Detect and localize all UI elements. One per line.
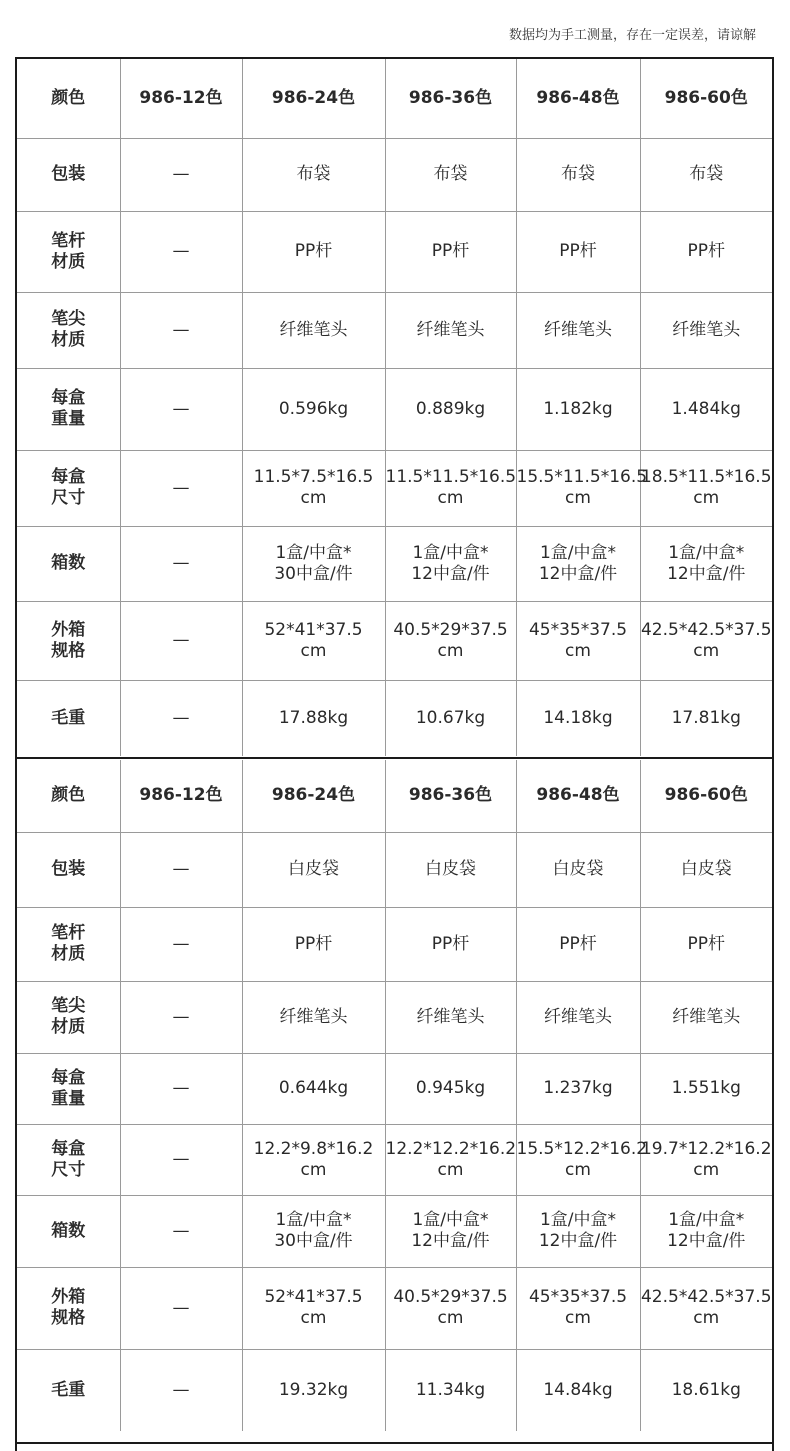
table-cell: 白皮袋 <box>242 832 385 907</box>
table-cell: 布袋 <box>385 138 516 211</box>
table-cell: 纤维笔头 <box>640 292 772 368</box>
table-cell: 11.34kg <box>385 1349 516 1431</box>
table-cell: 18.5*11.5*16.5 cm <box>640 450 772 526</box>
table-cell: 19.7*12.2*16.2 cm <box>640 1124 772 1195</box>
spec-table-body <box>17 59 772 756</box>
table-cell: 布袋 <box>516 138 640 211</box>
row-label: 笔尖 材质 <box>17 292 120 368</box>
table-cell: 白皮袋 <box>385 832 516 907</box>
empty-value-dash: — <box>120 526 242 601</box>
table-bottom-divider <box>15 1442 774 1444</box>
measurement-note: 数据均为手工测量，存在一定误差，请谅解 <box>508 28 756 43</box>
table-row <box>17 1124 772 1195</box>
column-header: 986-24色 <box>242 59 385 138</box>
table-cell: 14.18kg <box>516 680 640 756</box>
table-cell: 45*35*37.5 cm <box>516 601 640 680</box>
row-label: 毛重 <box>17 680 120 756</box>
table-cell: 纤维笔头 <box>516 981 640 1053</box>
empty-value-dash: — <box>120 832 242 907</box>
row-label: 箱数 <box>17 1195 120 1267</box>
empty-value-dash: — <box>120 1267 242 1349</box>
column-header: 986-12色 <box>120 760 242 832</box>
table-cell: 18.61kg <box>671 1379 741 1400</box>
row-label: 外箱 规格 <box>17 601 120 680</box>
row-label: 外箱 规格 <box>17 1267 120 1349</box>
table-cell: 1盒/中盒* 12中盒/件 <box>516 1195 640 1267</box>
table-cell: 12.2*12.2*16.2 cm <box>385 1124 516 1195</box>
table-cell: 12.2*9.8*16.2 cm <box>242 1124 385 1195</box>
row-label: 笔杆 材质 <box>17 907 120 981</box>
table-cell: 1盒/中盒* 30中盒/件 <box>242 1195 385 1267</box>
empty-value-dash: — <box>120 292 242 368</box>
row-label: 包装 <box>17 138 120 211</box>
column-header: 986-60色 <box>640 760 772 832</box>
empty-value-dash: — <box>120 680 242 756</box>
table-cell: 0.889kg <box>385 368 516 450</box>
column-header: 986-36色 <box>385 59 516 138</box>
table-cell: 10.67kg <box>385 680 516 756</box>
table-cell: 52*41*37.5 cm <box>242 1267 385 1349</box>
row-label: 每盒 重量 <box>17 1053 120 1124</box>
table-cell: 42.5*42.5*37.5 cm <box>640 1267 772 1349</box>
row-label: 每盒 尺寸 <box>17 1124 120 1195</box>
table-row <box>17 450 772 526</box>
table-cell: 15.5*12.2*16.2 cm <box>516 1124 640 1195</box>
row-label: 箱数 <box>17 526 120 601</box>
table-cell: 40.5*29*37.5 cm <box>385 1267 516 1349</box>
table-cell: 1.237kg <box>516 1053 640 1124</box>
empty-value-dash: — <box>120 211 242 292</box>
table-cell: 15.5*11.5*16.5 cm <box>516 450 640 526</box>
row-label: 笔尖 材质 <box>17 981 120 1053</box>
table-cell: PP杆 <box>640 907 772 981</box>
table-cell: 1盒/中盒* 12中盒/件 <box>385 526 516 601</box>
table-cell: 11.5*7.5*16.5 cm <box>242 450 385 526</box>
table-cell: 0.596kg <box>242 368 385 450</box>
table-row <box>17 601 772 680</box>
table-cell: 白皮袋 <box>640 832 772 907</box>
table-cell: 布袋 <box>242 138 385 211</box>
table-cell: 0.644kg <box>242 1053 385 1124</box>
row-label: 每盒 尺寸 <box>17 450 120 526</box>
header-row <box>17 760 772 832</box>
table-row <box>17 1267 772 1349</box>
table-cell: PP杆 <box>385 211 516 292</box>
table-cell: 1.484kg <box>640 368 772 450</box>
table-cell: 0.945kg <box>385 1053 516 1124</box>
table-row <box>17 907 772 981</box>
table-row <box>17 1349 772 1431</box>
table-cell: 14.84kg <box>516 1349 640 1431</box>
table-cell: PP杆 <box>640 211 772 292</box>
column-header: 986-24色 <box>242 760 385 832</box>
column-header: 986-60色 <box>640 59 772 138</box>
table-cell: PP杆 <box>242 211 385 292</box>
table-cell: 11.5*11.5*16.5 cm <box>385 450 516 526</box>
column-header: 986-12色 <box>120 59 242 138</box>
table-cell: 1盒/中盒* 12中盒/件 <box>640 526 772 601</box>
table-cell: 42.5*42.5*37.5 cm <box>640 601 772 680</box>
spec-table-white-bag <box>17 760 772 1431</box>
empty-value-dash: — <box>120 1349 242 1431</box>
table-cell: 1盒/中盒* 12中盒/件 <box>640 1195 772 1267</box>
table-cell: 纤维笔头 <box>516 292 640 368</box>
table-cell: 17.88kg <box>242 680 385 756</box>
table-row <box>17 138 772 211</box>
row-label: 每盒 重量 <box>17 368 120 450</box>
table-cell: 1盒/中盒* 30中盒/件 <box>242 526 385 601</box>
empty-value-dash: — <box>120 368 242 450</box>
table-cell: PP杆 <box>516 211 640 292</box>
table-cell: 40.5*29*37.5 cm <box>385 601 516 680</box>
empty-value-dash: — <box>120 1195 242 1267</box>
table-cell: PP杆 <box>516 907 640 981</box>
empty-value-dash: — <box>120 601 242 680</box>
row-label: 笔杆 材质 <box>17 211 120 292</box>
table-row <box>17 1053 772 1124</box>
empty-value-dash: — <box>120 1053 242 1124</box>
table-cell: 纤维笔头 <box>242 981 385 1053</box>
table-cell: PP杆 <box>385 907 516 981</box>
empty-value-dash: — <box>120 981 242 1053</box>
row-label: 毛重 <box>17 1349 120 1431</box>
table-row <box>17 526 772 601</box>
table-row <box>17 292 772 368</box>
table-cell: 纤维笔头 <box>640 981 772 1053</box>
column-header: 986-48色 <box>516 59 640 138</box>
table-cell: 45*35*37.5 cm <box>516 1267 640 1349</box>
table-row <box>17 1195 772 1267</box>
spec-table-body <box>17 760 772 1431</box>
header-row <box>17 59 772 138</box>
table-cell: 1.551kg <box>640 1053 772 1124</box>
table-row <box>17 680 772 756</box>
table-row <box>17 211 772 292</box>
row-label: 颜色 <box>17 59 120 138</box>
table-cell: 1.182kg <box>516 368 640 450</box>
table-cell: 纤维笔头 <box>385 981 516 1053</box>
table-row <box>17 832 772 907</box>
empty-value-dash: — <box>120 450 242 526</box>
row-label: 包装 <box>17 832 120 907</box>
table-divider <box>15 757 774 759</box>
column-header: 986-48色 <box>516 760 640 832</box>
table-cell: 布袋 <box>640 138 772 211</box>
table-cell: 17.81kg <box>671 707 741 728</box>
spec-table-cloth-bag <box>17 59 772 756</box>
empty-value-dash: — <box>120 907 242 981</box>
empty-value-dash: — <box>120 1124 242 1195</box>
table-cell: 52*41*37.5 cm <box>242 601 385 680</box>
table-cell: 1盒/中盒* 12中盒/件 <box>385 1195 516 1267</box>
table-cell: 1盒/中盒* 12中盒/件 <box>516 526 640 601</box>
empty-value-dash: — <box>120 138 242 211</box>
table-cell: PP杆 <box>242 907 385 981</box>
table-cell: 19.32kg <box>242 1349 385 1431</box>
table-cell: 纤维笔头 <box>385 292 516 368</box>
table-row <box>17 368 772 450</box>
column-header: 986-36色 <box>385 760 516 832</box>
table-cell: 纤维笔头 <box>242 292 385 368</box>
table-row <box>17 981 772 1053</box>
table-cell: 白皮袋 <box>516 832 640 907</box>
row-label: 颜色 <box>17 760 120 832</box>
